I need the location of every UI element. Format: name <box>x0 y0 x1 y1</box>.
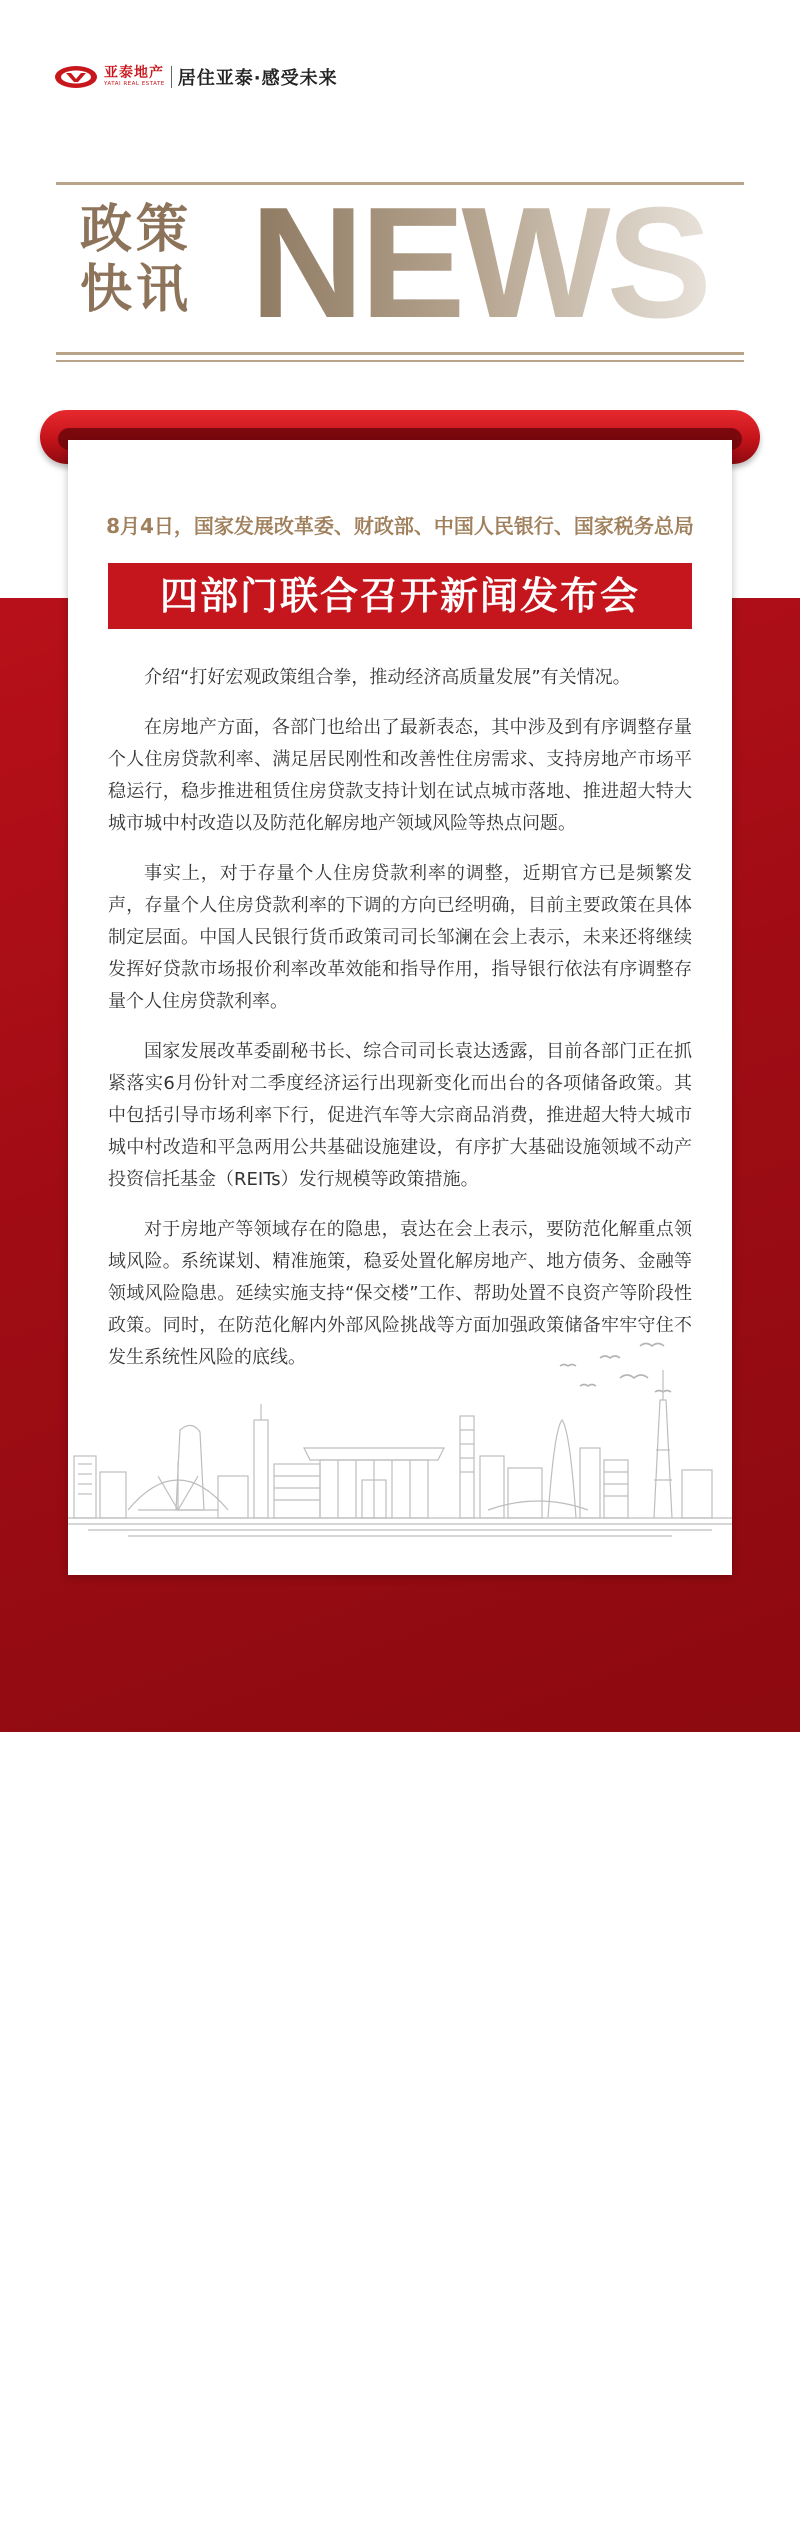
logo-wordmark <box>104 66 165 88</box>
banner-rule-bottom-thin <box>56 360 744 362</box>
divider <box>171 66 172 88</box>
article-paragraph: 介绍“打好宏观政策组合拳，推动经济高质量发展”有关情况。 <box>144 667 631 688</box>
brand-header <box>54 62 338 92</box>
company-logo-icon <box>54 65 98 89</box>
logo-chinese-name: 亚泰地产 <box>104 65 164 82</box>
banner-title-english: NEWS <box>250 175 708 351</box>
city-skyline-illustration <box>68 1360 732 1540</box>
slogan: 居住亚泰·感受未来 <box>177 68 338 89</box>
banner-rule-bottom <box>56 352 744 355</box>
logo-english-name: YATAI REAL ESTATE <box>104 81 165 88</box>
news-headline: 四部门联合召开新闻发布会 <box>108 563 692 629</box>
article-paragraph: 事实上，对于存量个人住房贷款利率的调整，近期官方已是频繁发声，存量个人住房贷款利率的下调的方向已经明确，目前主要政策在具体制定层面。中国人民银行货币政策司司长邹澜在会上表示，未来还将继续发挥好贷款市场报价利率改革效能和指导作用，指导银行依法有序调整存量个人住房贷款利率。 <box>108 863 692 1012</box>
banner-title-line1: 政策 <box>80 200 193 260</box>
article-paragraph: 国家发展改革委副秘书长、综合司司长袁达透露，目前各部门正在抓紧落实6月份针对二季度经济运行出现新变化而出台的各项储备政策。其中包括引导市场利率下行，促进汽车等大宗商品消费，推进超大特大城市城中村改造和平急两用公共基础设施建设，有序扩大基础设施领域不动产投资信托基金（REITs）发行规模等政策措施。 <box>108 1041 692 1190</box>
article-paragraph: 对于房地产等领域存在的隐患，袁达在会上表示，要防范化解重点领域风险。系统谋划、精准施策，稳妥处置化解房地产、地方债务、金融等领域风险隐患。延续实施支持“保交楼”工作、帮助处置不良资产等阶段性政策。同时，在防范化解内外部风险挑战等方面加强政策储备牢牢守住不发生系统性风险的底线。 <box>108 1219 692 1368</box>
article-paragraph: 在房地产方面，各部门也给出了最新表态，其中涉及到有序调整存量个人住房贷款利率、满足居民刚性和改善性住房需求、支持房地产市场平稳运行，稳步推进租赁住房贷款支持计划在试点城市落地、推进超大特大城市城中村改造以及防范化解房地产领域风险等热点问题。 <box>108 717 692 834</box>
banner-title-chinese <box>80 200 192 320</box>
banner-title-line2: 快讯 <box>80 260 193 320</box>
background-wave <box>0 1938 800 2542</box>
news-subtitle: 8月4日，国家发展改革委、财政部、中国人民银行、国家税务总局 <box>106 514 694 538</box>
article-body <box>108 662 692 1392</box>
